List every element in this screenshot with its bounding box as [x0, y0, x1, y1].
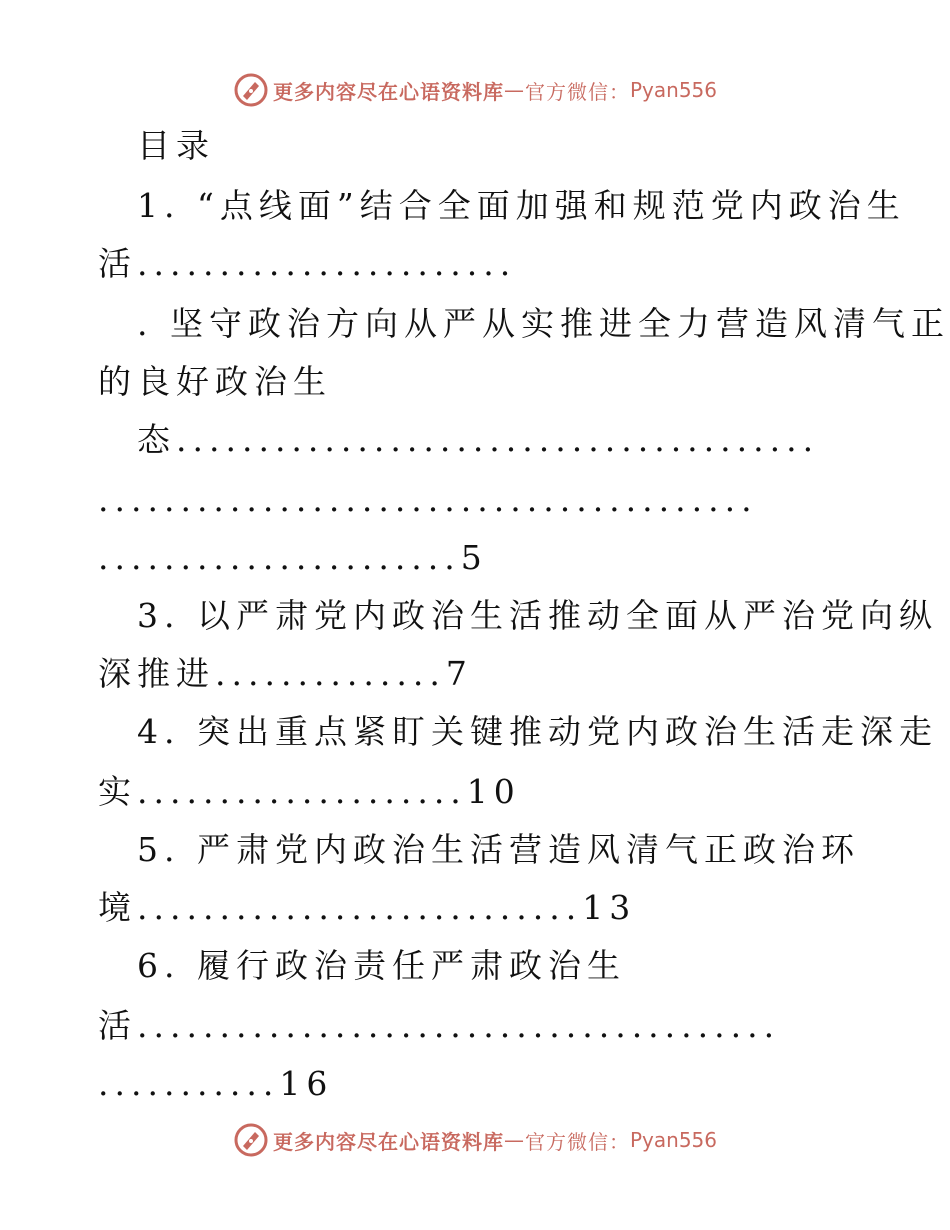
watermark-site: 更多内容尽在心语资料库: [272, 1129, 504, 1154]
pen-nib-icon: [233, 72, 269, 108]
toc-line[interactable]: 3. 以严肃党内政治生活推动全面从严治党向纵: [137, 596, 938, 635]
toc-line[interactable]: 6. 履行政治责任严肃政治生: [137, 946, 626, 985]
toc-line[interactable]: ........................................: [98, 480, 758, 519]
pen-nib-icon: [233, 1122, 269, 1158]
toc-line[interactable]: 活.......................: [98, 244, 517, 283]
watermark-dash: —: [503, 78, 525, 102]
toc-line[interactable]: 的良好政治生: [98, 362, 332, 401]
toc-line[interactable]: 深推进..............7: [98, 654, 473, 693]
toc-heading: 目录: [137, 126, 215, 165]
watermark-wechat-id: Pyan556: [629, 1128, 717, 1152]
header-watermark: [0, 70, 950, 110]
toc-line[interactable]: 实....................10: [98, 772, 521, 811]
toc-line[interactable]: 活.......................................: [98, 1006, 781, 1045]
toc-line[interactable]: 境...........................13: [98, 888, 637, 927]
watermark-wechat-id: Pyan556: [629, 78, 717, 102]
toc-line[interactable]: 1. “点线面”结合全面加强和规范党内政治生: [137, 186, 906, 225]
toc-line[interactable]: ...........16: [98, 1064, 334, 1103]
toc-line[interactable]: 5. 严肃党内政治生活营造风清气正政治环: [137, 830, 860, 869]
toc-line[interactable]: 态.......................................: [137, 420, 820, 459]
toc-line[interactable]: ......................5: [98, 538, 488, 577]
footer-watermark: [0, 1120, 950, 1160]
watermark-wechat-label: 官方微信：: [524, 79, 630, 104]
toc-line[interactable]: 4. 突出重点紧盯关键推动党内政治生活走深走: [137, 712, 938, 751]
toc-line[interactable]: . 坚守政治方向从严从实推进全力营造风清气正: [137, 304, 950, 343]
watermark-dash: —: [503, 1128, 525, 1152]
watermark-wechat-label: 官方微信：: [524, 1129, 630, 1154]
watermark-site: 更多内容尽在心语资料库: [272, 79, 504, 104]
